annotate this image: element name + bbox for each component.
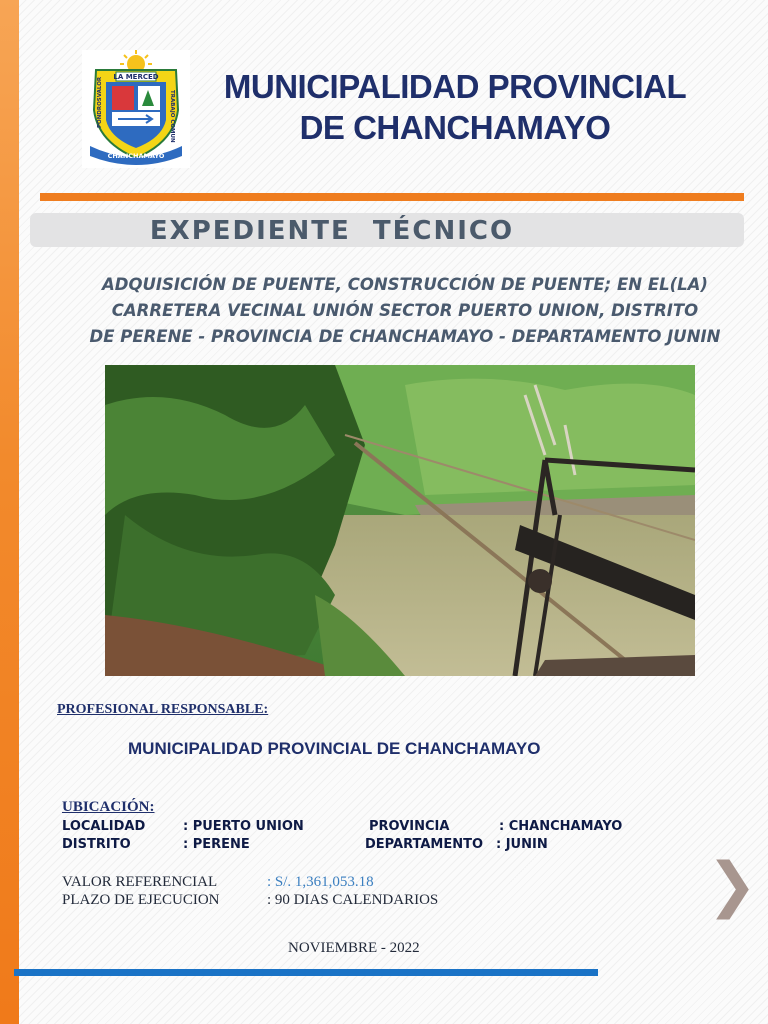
description-line-1: ADQUISICIÓN DE PUENTE, CONSTRUCCIÓN DE PUENTE; EN EL(LA) (102, 275, 708, 294)
valor-referencial-value: : S/. 1,361,053.18 (267, 874, 374, 890)
chevron-right-icon[interactable]: ❯ (707, 850, 758, 920)
valor-referencial-label: VALOR REFERENCIAL (62, 874, 218, 890)
localidad-value: : PUERTO UNION (183, 819, 304, 834)
logo-left-text: PONDROSVALOR (97, 76, 103, 128)
departamento-label: DEPARTAMENTO (365, 837, 484, 852)
municipality-logo (82, 50, 190, 168)
departamento-value: : JUNIN (496, 837, 548, 852)
project-description (60, 272, 750, 350)
document-heading: EXPEDIENTE TÉCNICO (149, 216, 515, 246)
localidad-label: LOCALIDAD (62, 819, 146, 834)
municipality-title-line2: DE CHANCHAMAYO (299, 109, 611, 146)
blue-divider (14, 969, 598, 976)
municipality-title-line1: MUNICIPALIDAD PROVINCIAL (223, 68, 687, 105)
distrito-value: : PERENE (183, 837, 250, 852)
description-line-2: CARRETERA VECINAL UNIÓN SECTOR PUERTO UNION, DISTRITO (111, 301, 699, 320)
description-line-3: DE PERENE - PROVINCIA DE CHANCHAMAYO - DEPARTAMENTO JUNIN (89, 327, 721, 346)
location-label: UBICACIÓN: (62, 799, 155, 815)
logo-bottom-text: CHANCHAMAYO (107, 152, 165, 160)
left-orange-bar (0, 0, 19, 1024)
plazo-ejecucion-value: : 90 DIAS CALENDARIOS (267, 892, 439, 908)
plazo-ejecucion-label: PLAZO DE EJECUCION (62, 892, 220, 908)
distrito-label: DISTRITO (62, 837, 131, 852)
provincia-value: : CHANCHAMAYO (499, 819, 623, 834)
logo-top-text: LA MERCED (113, 73, 159, 81)
provincia-label: PROVINCIA (369, 819, 450, 834)
professional-label: PROFESIONAL RESPONSABLE: (57, 702, 269, 717)
municipality-title (200, 66, 710, 148)
professional-value: MUNICIPALIDAD PROVINCIAL DE CHANCHAMAYO (128, 739, 541, 758)
logo-right-text: TRABAJO COMUN (169, 90, 175, 143)
orange-divider (40, 193, 744, 201)
river-bridge-photo (105, 365, 695, 676)
document-date: NOVIEMBRE - 2022 (288, 940, 420, 956)
